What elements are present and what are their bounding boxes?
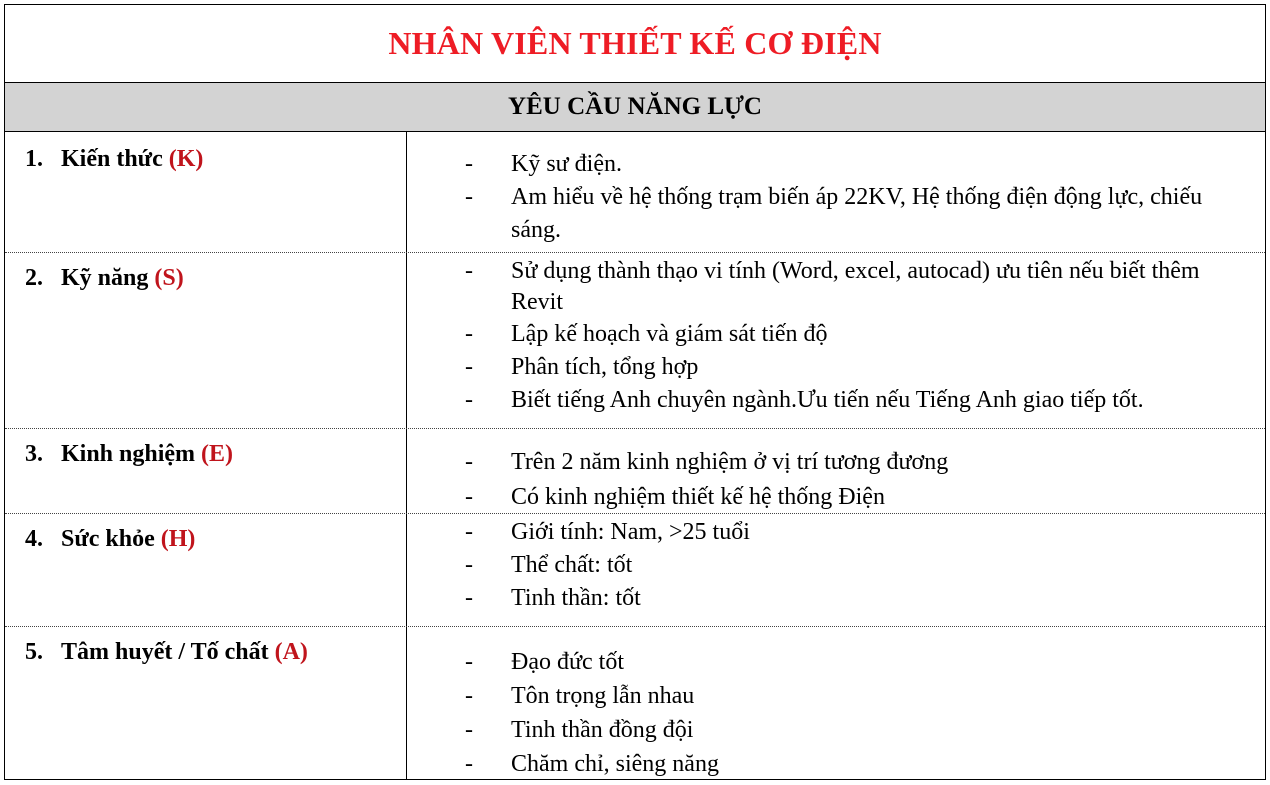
list-item-text: Trên 2 năm kinh nghiệm ở vị trí tương đương [511, 449, 949, 475]
table-row-knowledge [5, 132, 1265, 253]
list-item-text: Giới tính: Nam, >25 tuổi [511, 519, 750, 545]
dash-marker: - [465, 387, 473, 413]
list-item-text: Có kinh nghiệm thiết kế hệ thống Điện [511, 484, 885, 510]
bullet-list [407, 148, 1265, 247]
row-label: Kinh nghiệm [61, 441, 196, 467]
row-content-cell [407, 514, 1265, 626]
list-item [407, 445, 1265, 480]
row-code: (K) [168, 146, 204, 172]
dash-marker: - [465, 519, 473, 545]
row-number: 4. [25, 526, 43, 552]
dash-marker: - [465, 649, 473, 675]
table-row-experience [5, 429, 1265, 514]
list-item [407, 256, 1265, 318]
row-label: Tâm huyết / Tố chất [61, 639, 269, 665]
row-heading-cell [5, 253, 407, 428]
list-item-text: Tôn trọng lẫn nhau [511, 683, 695, 709]
row-content-cell [407, 429, 1265, 513]
list-item [407, 181, 1265, 247]
title-row [5, 5, 1265, 83]
bullet-list [407, 256, 1265, 417]
row-content-cell [407, 627, 1265, 779]
bullet-list [407, 445, 1265, 515]
list-item-text: Thể chất: tốt [511, 552, 633, 578]
dash-marker: - [465, 321, 473, 347]
bullet-list [407, 645, 1265, 781]
row-number: 1. [25, 146, 43, 172]
list-item-text: Sử dụng thành thạo vi tính (Word, excel, autocad) ưu tiên nếu biết thêm Revit [511, 258, 1200, 315]
list-item [407, 148, 1265, 181]
row-code: (H) [160, 526, 196, 552]
row-heading [25, 146, 203, 173]
list-item [407, 480, 1265, 515]
row-code: (S) [154, 265, 184, 291]
row-content-cell [407, 132, 1265, 252]
section-header: YÊU CẦU NĂNG LỰC [508, 93, 762, 120]
row-heading [25, 441, 233, 468]
row-label: Kiến thức [61, 146, 163, 172]
dash-marker: - [465, 751, 473, 777]
competency-table [4, 4, 1266, 780]
dash-marker: - [465, 258, 473, 284]
row-heading [25, 639, 308, 666]
dash-marker: - [465, 585, 473, 611]
row-heading-cell [5, 627, 407, 779]
row-code: (E) [201, 441, 234, 467]
list-item [407, 713, 1265, 747]
list-item-text: Đạo đức tốt [511, 649, 624, 675]
list-item [407, 645, 1265, 679]
table-row-health [5, 514, 1265, 627]
list-item [407, 747, 1265, 781]
row-heading [25, 526, 195, 553]
row-heading [25, 265, 184, 292]
row-heading-cell [5, 514, 407, 626]
table-row-skills [5, 253, 1265, 429]
row-label: Kỹ năng [61, 265, 149, 291]
list-item [407, 516, 1265, 549]
list-item-text: Lập kế hoạch và giám sát tiến độ [511, 321, 828, 347]
row-number: 5. [25, 639, 43, 665]
dash-marker: - [465, 151, 473, 177]
document-title: NHÂN VIÊN THIẾT KẾ CƠ ĐIỆN [388, 25, 882, 61]
dash-marker: - [465, 552, 473, 578]
list-item-text: Tinh thần: tốt [511, 585, 641, 611]
row-heading-cell [5, 429, 407, 513]
list-item-text: Phân tích, tổng hợp [511, 354, 699, 380]
row-code: (A) [274, 639, 308, 665]
list-item-text: Chăm chỉ, siêng năng [511, 751, 719, 777]
list-item [407, 318, 1265, 351]
list-item [407, 384, 1265, 417]
list-item-text: Kỹ sư điện. [511, 151, 622, 177]
list-item-text: Tinh thần đồng đội [511, 717, 694, 743]
row-number: 2. [25, 265, 43, 291]
list-item-text: Am hiểu về hệ thống trạm biến áp 22KV, Hệ thống điện động lực, chiếu sáng. [511, 184, 1203, 243]
list-item [407, 351, 1265, 384]
row-number: 3. [25, 441, 43, 467]
table-row-dedication [5, 627, 1265, 779]
dash-marker: - [465, 354, 473, 380]
list-item [407, 679, 1265, 713]
row-heading-cell [5, 132, 407, 252]
dash-marker: - [465, 683, 473, 709]
list-item-text: Biết tiếng Anh chuyên ngành.Ưu tiến nếu Tiếng Anh giao tiếp tốt. [511, 387, 1144, 413]
bullet-list [407, 516, 1265, 615]
row-label: Sức khỏe [61, 526, 155, 552]
list-item [407, 582, 1265, 615]
section-header-row [5, 83, 1265, 132]
dash-marker: - [465, 184, 473, 210]
dash-marker: - [465, 717, 473, 743]
dash-marker: - [465, 484, 473, 510]
row-content-cell [407, 253, 1265, 428]
dash-marker: - [465, 449, 473, 475]
list-item [407, 549, 1265, 582]
